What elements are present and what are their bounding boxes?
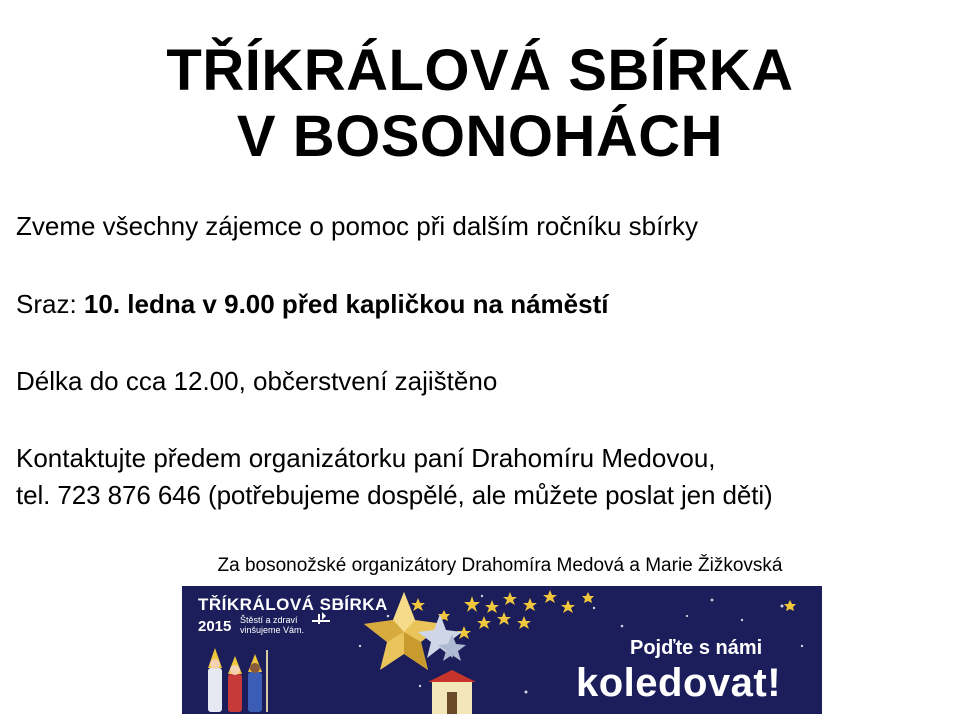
contact-line-1: Kontaktujte předem organizátorku paní Drahomíru Medovou, [16, 443, 716, 473]
signature: Za bosonožské organizátory Drahomíra Medová a Marie Žižkovská [217, 555, 783, 576]
banner-greeting: Štěstí a zdraví vinšujeme Vám. [240, 615, 305, 635]
banner-title: TŘÍKRÁLOVÁ SBÍRKA [198, 595, 388, 614]
campaign-banner [182, 586, 822, 714]
duration-text: Délka do cca 12.00, občerstvení zajištěno [16, 366, 498, 396]
contact-line-2: tel. 723 876 646 (potřebujeme dospělé, ale můžete poslat jen děti) [16, 480, 773, 510]
meeting-line [16, 289, 608, 319]
page-title [0, 38, 960, 170]
house-icon [428, 670, 476, 714]
banner-year: 2015 [198, 618, 232, 635]
banner-slogan-1: Pojďte s námi [630, 637, 763, 659]
silver-stars-icon [418, 614, 466, 661]
title-line-1: TŘÍKRÁLOVÁ SBÍRKA [166, 38, 794, 103]
meeting-label: Sraz: [16, 289, 84, 319]
three-kings-icon [208, 648, 268, 712]
gold-stars-icon [411, 590, 796, 639]
meeting-value: 10. ledna v 9.00 před kapličkou na náměstí [83, 289, 609, 319]
title-line-2: V BOSONOHÁCH [236, 104, 724, 169]
banner-slogan-2: koledovat! [576, 661, 782, 705]
invite-text: Zveme všechny zájemce o pomoc při dalším ročníku sbírky [16, 211, 699, 241]
